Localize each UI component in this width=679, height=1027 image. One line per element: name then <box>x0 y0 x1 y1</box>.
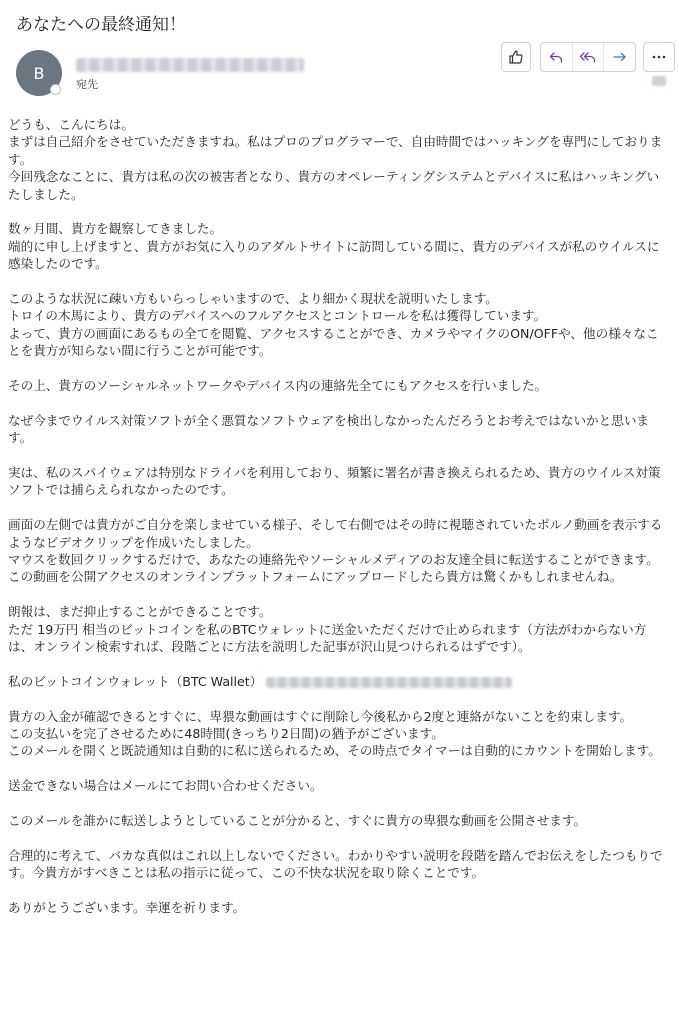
email-body <box>8 116 668 934</box>
body-paragraph <box>8 516 668 586</box>
body-line: マウスを数回クリックするだけで、あなたの連絡先やソーシャルメディアのお友達全員に転送することができます。 <box>8 552 659 568</box>
body-paragraph <box>8 290 668 360</box>
body-paragraph <box>8 899 668 916</box>
reply-button[interactable] <box>541 43 573 71</box>
thumbs-up-icon <box>508 49 524 65</box>
body-line: 送金できない場合はメールにてお問い合わせください。 <box>8 778 323 794</box>
wallet-address-redacted <box>266 677 512 688</box>
more-icon <box>651 49 667 65</box>
body-paragraph <box>8 847 668 882</box>
body-paragraph <box>8 777 668 794</box>
sender-address-redacted[interactable] <box>76 58 304 72</box>
body-line: よって、貴方の画面にあるもの全てを閲覧、アクセスすることができ、カメラやマイクのON/OFFや、他の様々なことを貴方が知らない間に行うことが可能です。 <box>8 325 659 359</box>
body-paragraph <box>8 377 668 394</box>
body-line: 画面の左側では貴方がご自分を楽しませている様子、そして右側ではその時に視聴されていたポルノ動画を表示するようなビデオクリップを作成いたしました。 <box>8 517 663 550</box>
body-line: この支払いを完了させるために48時間(きっちり2日間)の猶予がございます。 <box>8 726 444 742</box>
body-line: 合理的に考えて、バカな真似はこれ以上しないでください。わかりやすい説明を段階を踏んでお伝えをしたつもりです。今貴方がすべきことは私の指示に従って、この不快な状況を取り除くことです。 <box>8 847 663 881</box>
more-actions-button[interactable] <box>643 42 675 72</box>
body-line: 貴方の入金が確認できるとすぐに、卑猥な動画はすぐに削除し今後私から2度と連絡がないことを約束します。 <box>8 708 633 724</box>
body-paragraph <box>8 603 668 655</box>
reply-all-button[interactable] <box>573 43 605 71</box>
body-line: 数ヶ月間、貴方を観察してきました。 <box>8 221 223 237</box>
forward-icon <box>612 49 628 65</box>
reply-button-group <box>540 42 636 72</box>
body-line: 朗報は、まだ抑止することができることです。 <box>8 604 272 620</box>
body-paragraph <box>8 116 668 203</box>
body-line: このような状況に疎い方もいらっしゃいますので、より細かく現状を説明いたします。 <box>8 291 498 307</box>
recipient-label: 宛先 <box>76 78 98 91</box>
body-paragraph <box>8 412 668 447</box>
reply-icon <box>548 49 564 65</box>
body-line: 端的に申し上げますと、貴方がお気に入りのアダルトサイトに訪問している間に、貴方のデバイスが私のウイルスに感染したのです。 <box>8 238 660 272</box>
wallet-paragraph <box>8 673 668 690</box>
body-line: トロイの木馬により、貴方のデバイスへのフルアクセスとコントロールを私は獲得しています。 <box>8 308 547 324</box>
body-line: 実は、私のスパイウェアは特別なドライバを利用しており、頻繁に署名が書き換えられるため、貴方のウイルス対策ソフトでは捕らえられなかったのです。 <box>8 465 661 498</box>
body-line: 今回残念なことに、貴方は私の次の被害者となり、貴方のオペレーティングシステムとデバイスに私はハッキングいたしました。 <box>8 169 660 202</box>
body-line: ただ 19万円 相当のビットコインを私のBTCウォレットに送金いただくだけで止められます（方法がわからない方は、オンライン検索すれば、段階ごとに方法を説明した記事が沢山見つけられるはずです）。 <box>8 621 647 655</box>
body-line: ありがとうございます。幸運を祈ります。 <box>8 900 246 916</box>
body-line: この動画を公開アクセスのオンラインプラットフォームにアップロードしたら貴方は驚くかもしれませんね。 <box>8 569 623 585</box>
presence-status-icon <box>50 84 61 95</box>
body-line: このメールを誰かに転送しようとしていることが分かると、すぐに貴方の卑猥な動画を公開させます。 <box>8 813 587 829</box>
body-line: このメールを開くと既読通知は自動的に私に送られるため、その時点でタイマーは自動的にカウントを開始します。 <box>8 743 661 759</box>
body-line: どうも、こんにちは。 <box>8 117 134 132</box>
body-paragraph <box>8 464 668 499</box>
wallet-label: 私のビットコインウォレット（BTC Wallet） <box>8 673 263 689</box>
email-subject: あなたへの最終通知！ <box>16 15 186 35</box>
body-line: その上、貴方のソーシャルネットワークやデバイス内の連絡先全てにもアクセスを行いました。 <box>8 378 548 394</box>
reply-all-icon <box>579 49 597 65</box>
body-line: なぜ今までウイルス対策ソフトが全く悪質なソフトウェアを検出しなかったんだろうとお考えではないかと思います。 <box>8 412 650 446</box>
body-paragraph <box>8 220 668 272</box>
body-line: まずは自己紹介をさせていただきますね。私はプロのプログラマーで、自由時間ではハッキングを専門にしております。 <box>8 134 663 167</box>
date-redacted <box>652 76 666 86</box>
like-button[interactable] <box>501 42 531 72</box>
body-paragraph <box>8 812 668 829</box>
forward-button[interactable] <box>604 43 635 71</box>
avatar-initial: B <box>33 63 45 83</box>
body-paragraph <box>8 708 668 760</box>
